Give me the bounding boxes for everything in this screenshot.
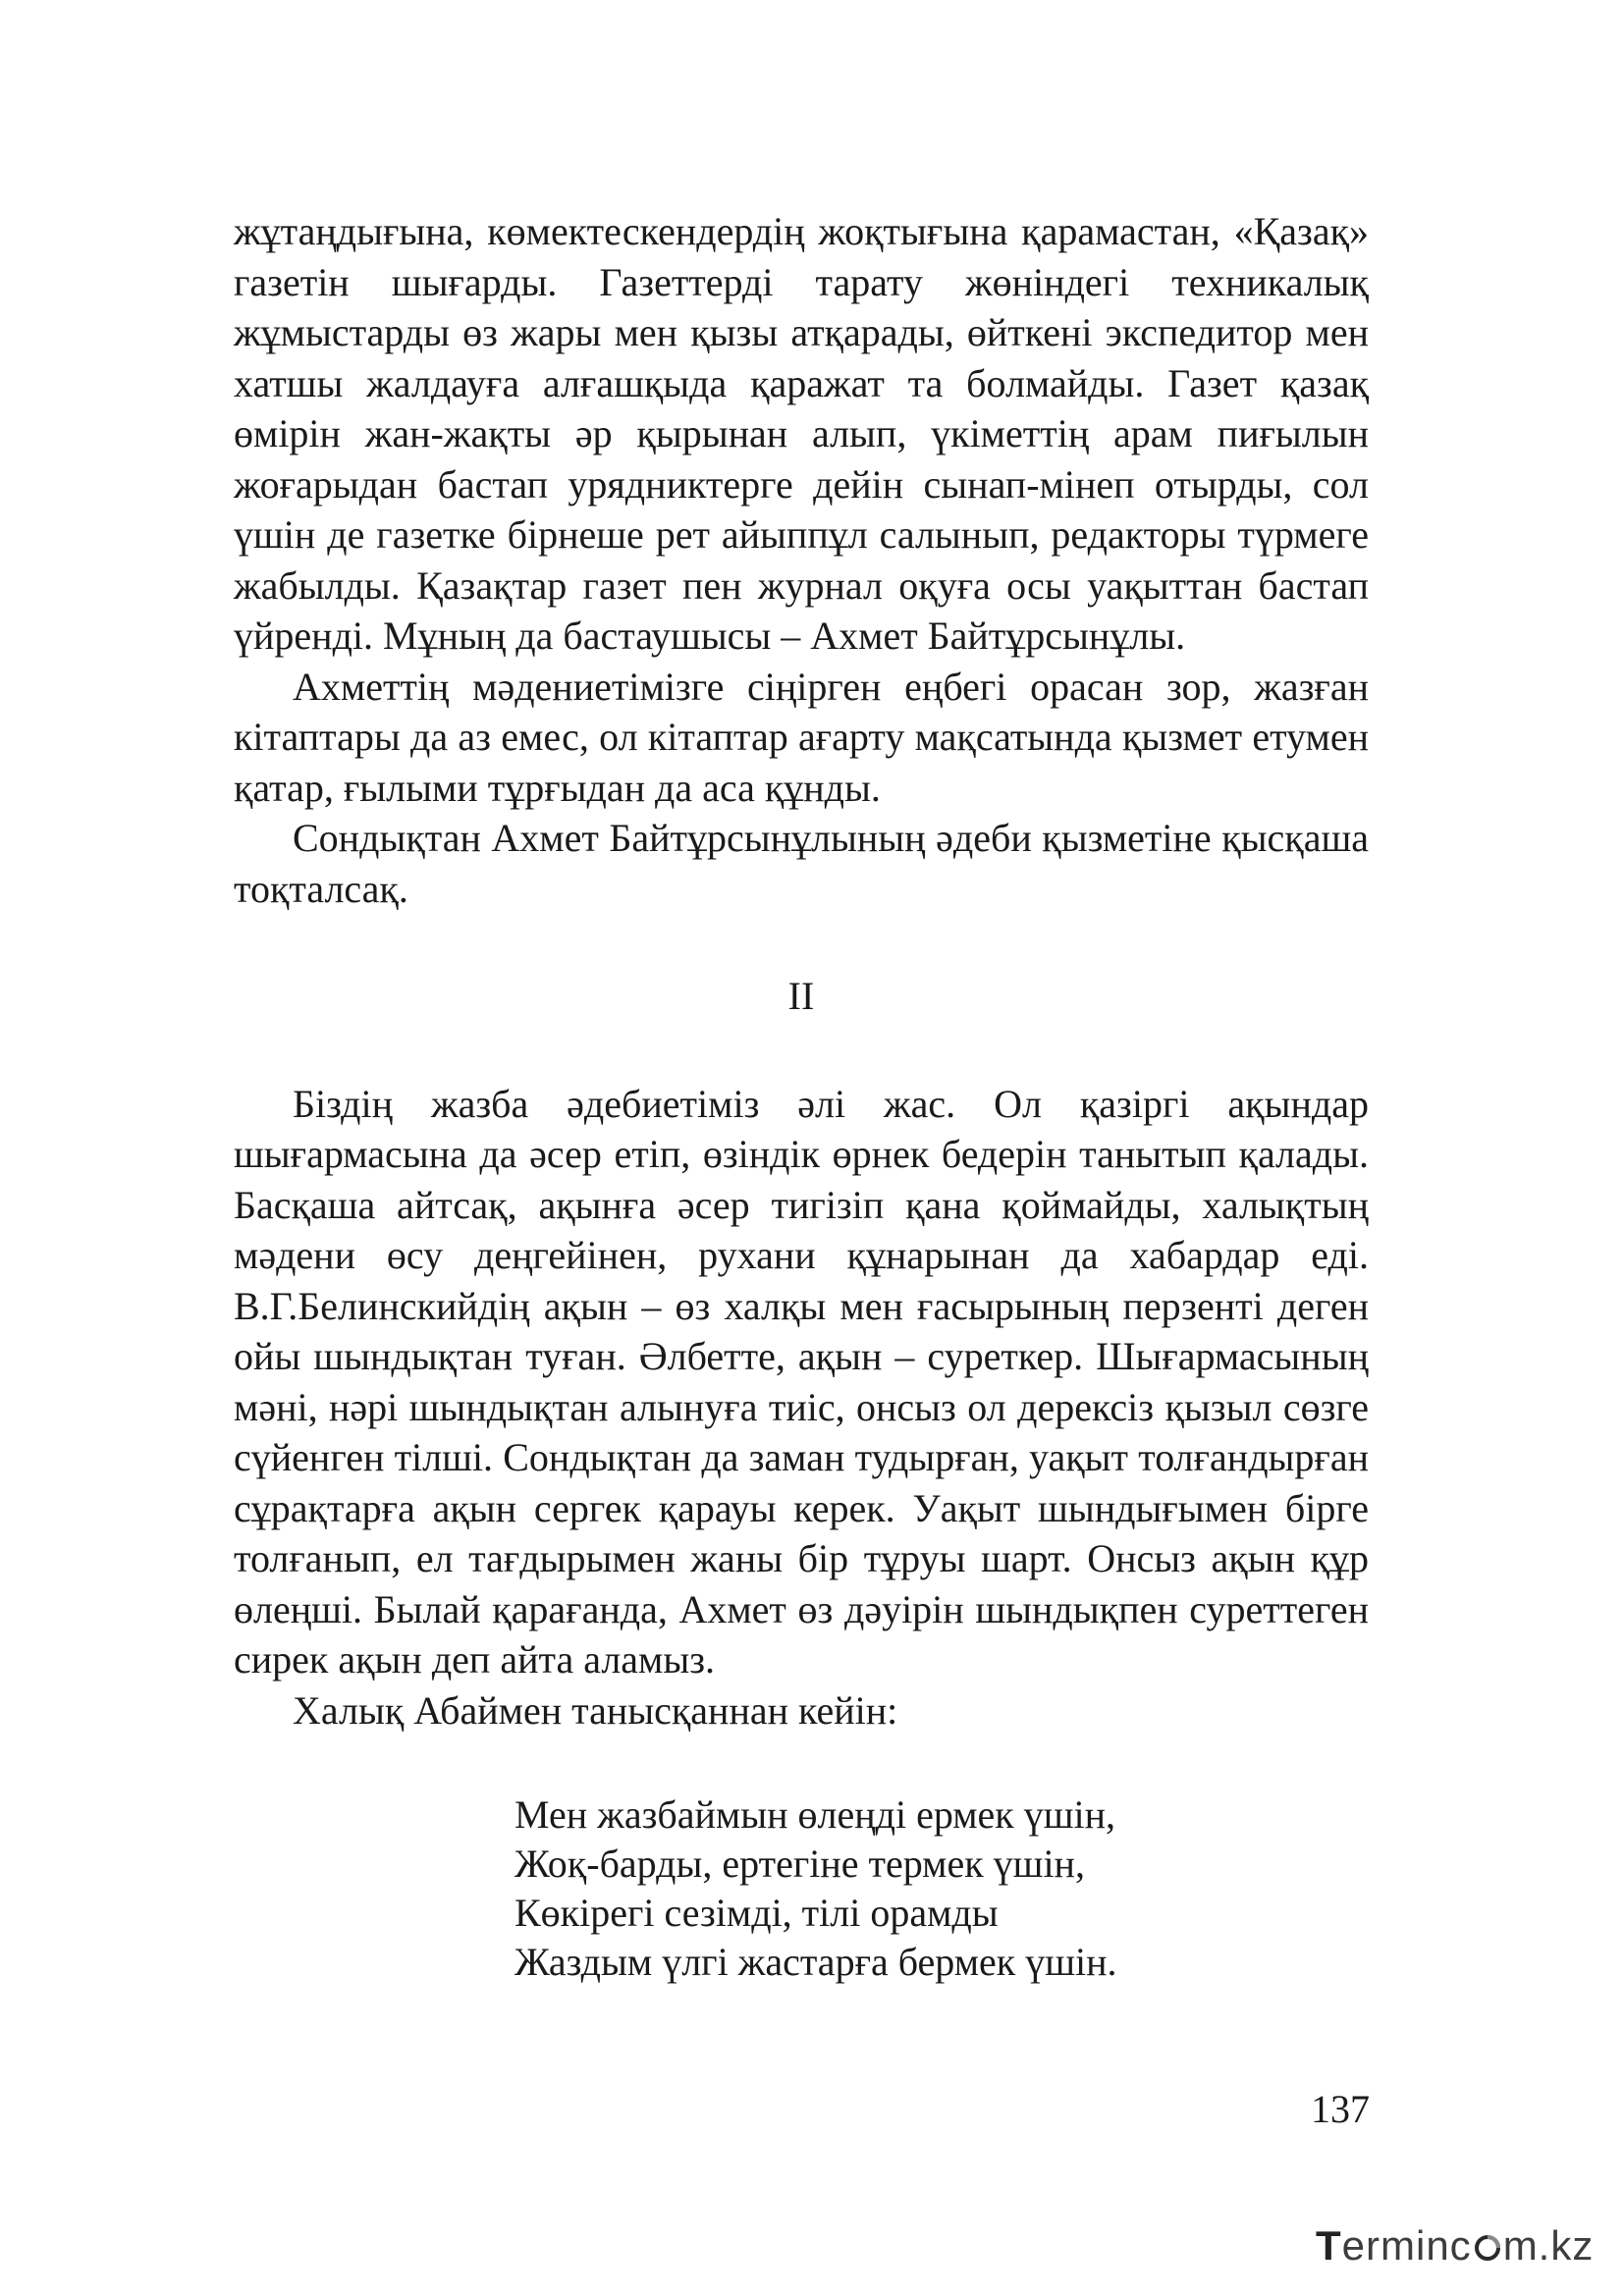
poem-line: Көкірегі сезімді, тілі орамды — [514, 1891, 999, 1935]
watermark-tail: m.kz — [1502, 2222, 1595, 2269]
page-number: 137 — [1311, 2087, 1370, 2131]
poem-line: Жаздым үлгі жастарға бермек үшін. — [514, 1940, 1117, 1984]
watermark-first-letter: T — [1316, 2222, 1342, 2269]
watermark-rest: erminc — [1341, 2222, 1472, 2269]
paragraph: Халық Абаймен танысқаннан кейін: — [293, 1687, 898, 1733]
watermark-logo — [1316, 2216, 1600, 2275]
poem-line: Жоқ-барды, ертегіне термек үшін, — [514, 1842, 1085, 1886]
page-body — [234, 206, 1369, 1987]
poem — [514, 1790, 1369, 1987]
paragraph: жұтаңдығына, көмектескендердің жоқтығына қарамастан, «Қазақ» газетін шығарды. Газеттерді тарату жөніндегі техникалық жұмыстарды өз жары мен қызы атқарады, өйткені экспедитор мен хатшы жалдауға алғашқыда қаражат та болмайды. Газет қазақ өмірін жан-жақты әр қырынан алып, үкіметтің арам пиғылын жоғарыдан бастап урядниктерге дейін сынап-мінеп отырды, сол үшін де газетке бірнеше рет айыппұл салынып, редакторы түрмеге жабылды. Қазақтар газет пен журнал оқуға осы уақыттан бастап үйренді. Мұның да бастаушысы – Ахмет Байтұрсынұлы. — [234, 209, 1369, 658]
poem-line: Мен жазбаймын өлеңді ермек үшін, — [514, 1792, 1116, 1837]
paragraph: Ахметтің мәдениетімізге сіңірген еңбегі орасан зор, жазған кітаптары да аз емес, ол кітаптар ағарту мақсатында қызмет етумен қатар, ғылыми тұрғыдан да аса құнды. — [234, 664, 1369, 810]
watermark-circle-icon — [1473, 2233, 1502, 2263]
section-heading: II — [787, 974, 815, 1018]
paragraph: Біздің жазба әдебиетіміз әлі жас. Ол қазіргі ақындар шығармасына да әсер етіп, өзіндік өрнек бедерін танытып қалады. Басқаша айтсақ, ақынға әсер тигізіп қана қоймайды, халықтың мәдени өсу деңгейінен, рухани құнарынан да хабардар еді. В.Г.Белинскийдің ақын – өз халқы мен ғасырының перзенті деген ойы шындықтан туған. Әлбетте, ақын – суреткер. Шығармасының мәні, нәрі шындықтан алынуға тиіс, онсыз ол дерексіз қызыл сөзге сүйенген тілші. Сондықтан да заман тудырған, уақыт толғандырған сұрақтарға ақын сергек қарауы керек. Уақыт шындығымен бірге толғанып, ел тағдырымен жаны бір тұруы шарт. Онсыз ақын құр өлеңші. Былай қарағанда, Ахмет өз дәуірін шындықпен суреттеген сирек ақын деп айта аламыз. — [234, 1081, 1369, 1682]
watermark-text — [1316, 2216, 1594, 2275]
paragraph: Сондықтан Ахмет Байтұрсынұлының әдеби қызметіне қысқаша тоқталсақ. — [234, 816, 1369, 911]
